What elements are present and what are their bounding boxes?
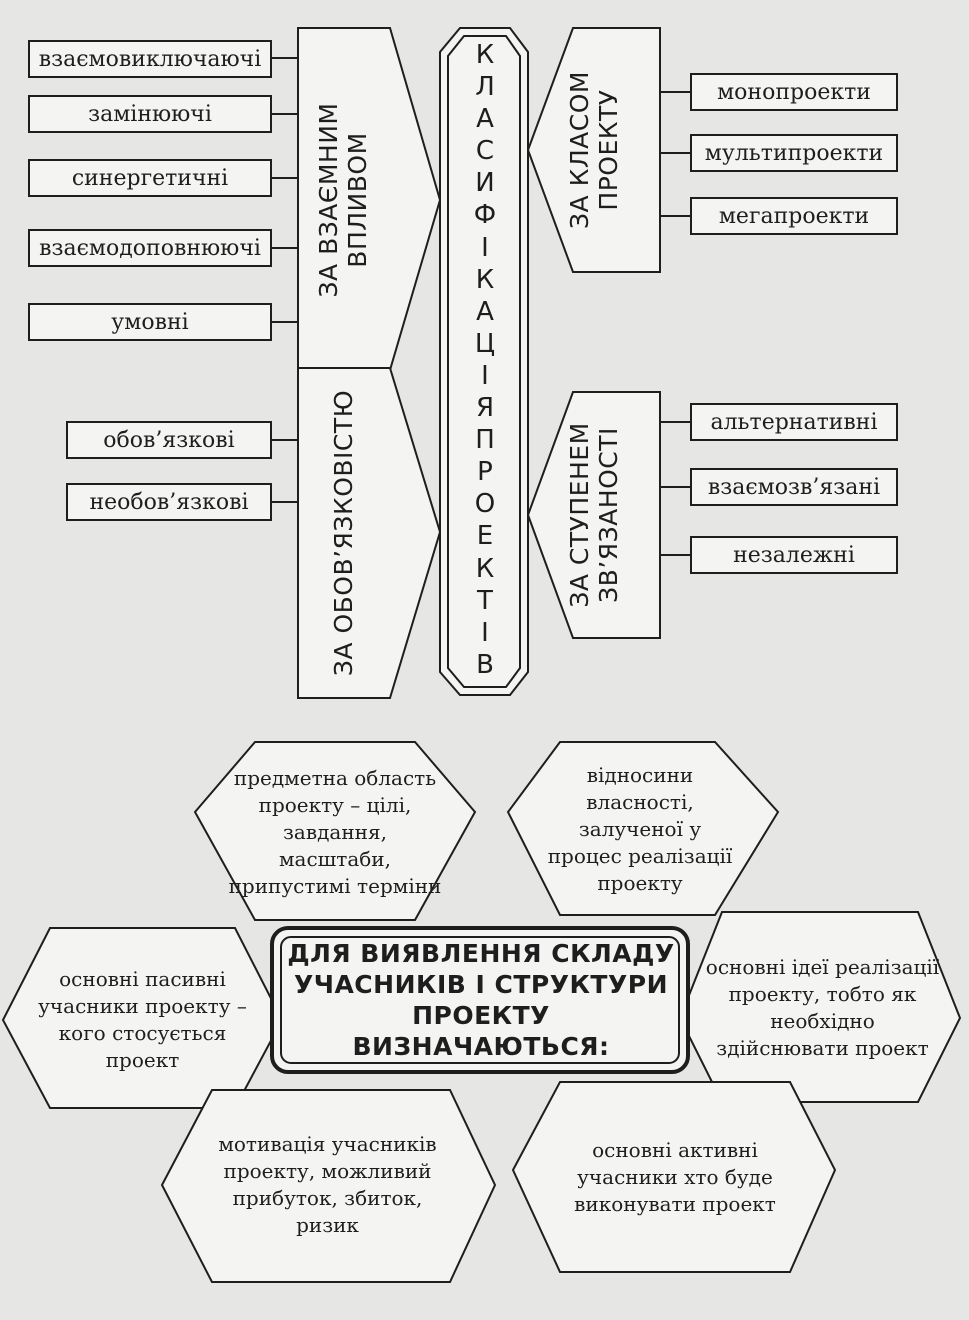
title-letter: К	[475, 40, 495, 70]
title-letter: Ф	[473, 200, 497, 231]
mutual-influence-item: взаємодоповнюючі	[28, 229, 272, 267]
title-letter: А	[476, 296, 494, 327]
mutual-influence-item: взаємовиключаючі	[28, 40, 272, 78]
mutual-influence-item: умовні	[28, 303, 272, 341]
connectivity-item: взаємозв’язані	[690, 468, 898, 506]
title-letter: Ц	[474, 328, 496, 359]
project-class-label: ЗА КЛАСОМ ПРОЕКТУ	[565, 71, 623, 229]
title-letter: Я	[475, 393, 495, 424]
project-class-item: монопроекти	[690, 73, 898, 111]
obligation-label: ЗА ОБОВ’ЯЗКОВІСТЮ	[328, 389, 358, 677]
connectivity-label: ЗА СТУПЕНЕМ ЗВ’ЯЗАНОСТІ	[565, 422, 623, 608]
title-letter: І	[481, 360, 489, 391]
title-letter: О	[474, 489, 496, 520]
connectivity-item: незалежні	[690, 536, 898, 574]
title-letter: Т	[477, 585, 493, 616]
ownership-text: відносини власності, залученої у процес реалізації проекту	[547, 763, 733, 895]
title-letter: Е	[476, 521, 494, 552]
title-letter: К	[475, 264, 495, 295]
title-letter: Р	[477, 457, 493, 488]
project-class-item: мультипроекти	[690, 134, 898, 172]
title-letter: К	[475, 553, 495, 584]
central-heading: ДЛЯ ВИЯВЛЕННЯ СКЛАДУ УЧАСНИКІВ І СТРУКТУРИ ПРОЕКТУ ВИЗНАЧАЮТЬСЯ:	[287, 938, 675, 1062]
mutual-influence-item: замінюючі	[28, 95, 272, 133]
obligation-item: необов’язкові	[66, 483, 272, 521]
project-class-item: мегапроекти	[690, 197, 898, 235]
classification-title	[455, 40, 515, 680]
passive-participants-text: основні пасивні учасники проекту – кого стосується проект	[38, 967, 247, 1072]
mutual-influence-label: ЗА ВЗАЄМНИМ ВПЛИВОМ	[314, 102, 372, 298]
active-participants-text: основні активні учасники хто буде виконувати проект	[574, 1138, 776, 1216]
title-letter: А	[476, 104, 494, 135]
title-letter: С	[475, 136, 495, 167]
obligation-item: обов’язкові	[66, 421, 272, 459]
implementation-ideas-text: основні ідеї реалізації проекту, тобто як необхідно здійснювати проект	[705, 954, 940, 1060]
title-letter: П	[475, 425, 495, 456]
title-letter: І	[481, 232, 489, 263]
title-letter: В	[476, 649, 494, 680]
mutual-influence-item: синергетичні	[28, 159, 272, 197]
title-letter: І	[481, 617, 489, 648]
title-letter: Л	[475, 72, 495, 103]
connectivity-item: альтернативні	[690, 403, 898, 441]
motivation-text: мотивація учасників проекту, можливий прибуток, збиток, ризик	[218, 1132, 437, 1237]
subject-area-text: предметна область проекту – цілі, завдання, масштаби, припустимі терміни	[228, 765, 442, 898]
title-letter: И	[475, 168, 495, 199]
